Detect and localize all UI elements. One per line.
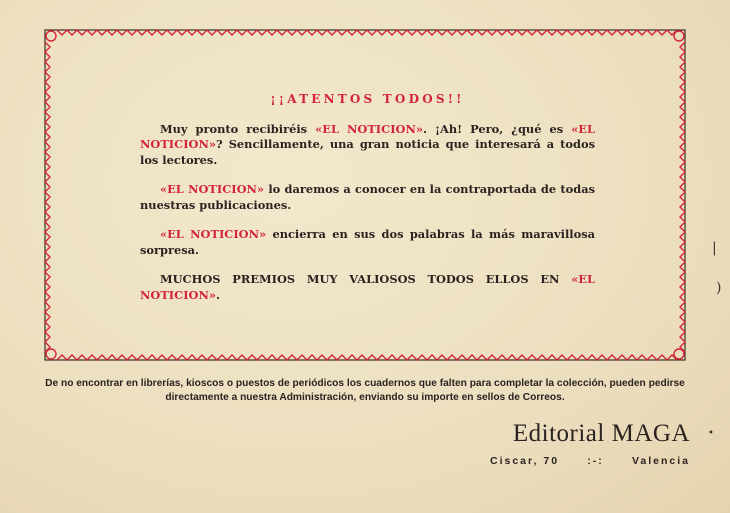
p3-text: encierra en sus dos palabras la más maravillosa sorpresa. — [140, 227, 595, 257]
p1-noticion-1: «EL NOTICION» — [315, 121, 423, 136]
paragraph-2 — [140, 182, 595, 213]
p1-text-a: Muy pronto recibiréis — [160, 121, 316, 136]
margin-mark-2: ) — [716, 280, 722, 296]
publisher-name: Editorial MAGA — [512, 420, 690, 447]
p1-text-c: . ¡Ah! Pero, ¿qué es — [422, 121, 572, 136]
p1-text-e: ? Sencillamente, una gran noticia que interesará a todos los lectores. — [140, 137, 595, 167]
p3-noticion: «EL NOTICION» — [160, 227, 267, 241]
announcement-title: ¡¡ATENTOS TODOS!! — [270, 92, 465, 106]
corner-ornament-2 — [674, 31, 684, 41]
margin-mark-1: | — [712, 240, 717, 256]
p4-end: . — [216, 287, 220, 302]
announcement-box — [140, 92, 595, 317]
p4-text: MUCHOS PREMIOS MUY VALIOSOS TODOS ELLOS EN — [160, 272, 572, 286]
corner-ornament-4 — [674, 349, 684, 359]
address-separator: :-: — [587, 455, 604, 467]
corner-ornament-1 — [46, 31, 56, 41]
publisher-address — [490, 455, 690, 467]
p1-noticion-2: «EL NOTICION» — [140, 121, 595, 151]
p2-noticion: «EL NOTICION» — [160, 182, 265, 196]
paragraph-4 — [140, 272, 595, 303]
address-city: Valencia — [631, 455, 690, 467]
p2-text: lo daremos a conocer en la contraportada de todas nuestras publicaciones. — [140, 182, 595, 212]
p4-noticion: «EL NOTICION» — [140, 272, 595, 302]
paragraph-3 — [140, 227, 595, 258]
footer-note: De no encontrar en librerías, kioscos o puestos de periódicos los cuadernos que falten para completar la colección, pueden pedirse directamente a nuestra Administración, enviando su importe en sellos de Correos. — [45, 378, 685, 403]
address-street: Ciscar, 70 — [490, 455, 560, 467]
margin-dot: • — [708, 428, 714, 439]
paragraph-1 — [140, 122, 595, 169]
corner-ornament-3 — [46, 349, 56, 359]
